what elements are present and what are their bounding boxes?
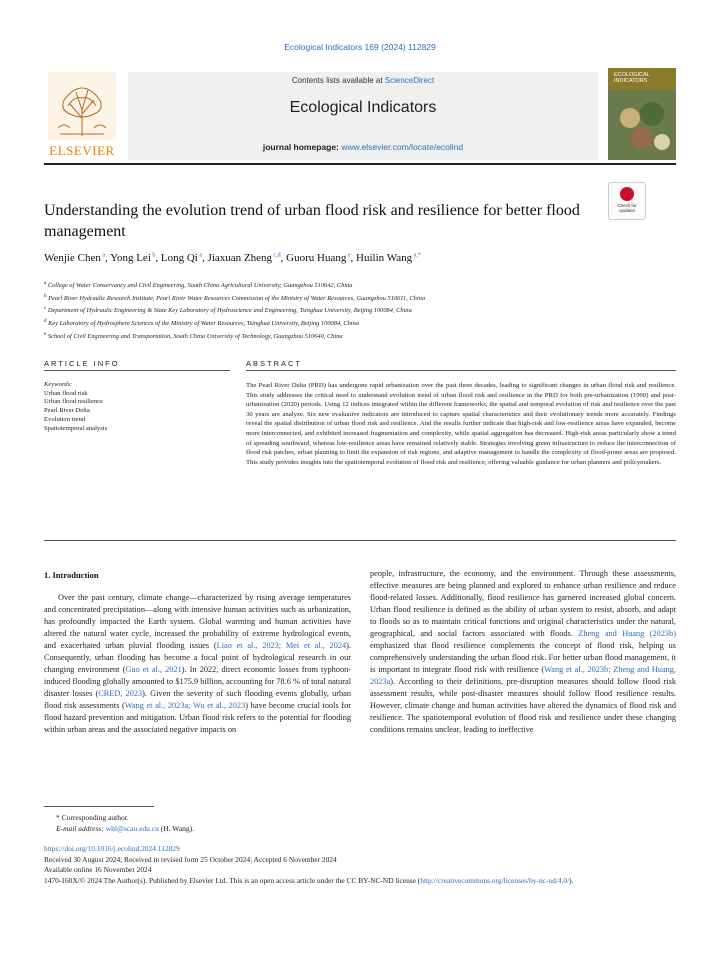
available-online-date: Available online 16 November 2024 xyxy=(44,865,152,875)
author-name: Huilin Wang xyxy=(356,252,413,264)
abstract-divider xyxy=(246,370,676,371)
introduction-left-column xyxy=(44,592,351,736)
affiliation-text: Key Laboratory of Hydrosphere Sciences of the Ministry of Water Resources, Tsinghua University, Beijing 100084, China xyxy=(46,320,359,328)
author-affiliation-mark[interactable]: e xyxy=(346,252,351,259)
keyword-item: Evolution trend xyxy=(44,415,86,423)
cover-title: ECOLOGICAL INDICATORS xyxy=(614,72,650,84)
body-text: people, infrastructure, the economy, and the environment. Through these assessments, effective measures are being planned and explored to enhance urban resilience and reduce flood-related losses. Additionally, flood resilience has garnered increased global concern. Urban flood resilience is defined as the ability of urban system to resist, absorb, and adapt to floods so as to maintain critical functions and original characteristics under the natural, geographical, and social factors associated with floods. xyxy=(370,569,676,638)
keyword-item: Urban flood risk xyxy=(44,389,88,397)
affiliation-item xyxy=(44,292,664,305)
keyword-item: Pearl River Delta xyxy=(44,407,90,415)
received-dates: Received 30 August 2024; Received in revised form 25 October 2024; Accepted 6 November 2024 xyxy=(44,854,337,864)
body-text: ). In 2022, direct economic losses from typhoon-induced flooding globally amounted to $175.9 billion, accounting for 78.6 % of total natural disaster losses ( xyxy=(44,665,352,698)
affiliation-mark: c xyxy=(44,306,47,312)
author-list: Wenjie Chen $^a$, Yong Lei $^b$, Long Qi $^a$, Jiaxuan Zheng $^{c,d}$, Guoru Huang $^e$, Huilin Wang $^{a,*}$ xyxy=(44,252,421,264)
author-name: Wenjie Chen xyxy=(44,252,101,264)
license-prefix: 1470-160X/© 2024 The Author(s). Published by Elsevier Ltd. This is an open access article under the CC BY-NC-ND license ( xyxy=(44,875,421,885)
journal-reference[interactable]: Ecological Indicators 169 (2024) 112829 xyxy=(284,42,436,52)
doi-link[interactable]: https://doi.org/10.1016/j.ecolind.2024.112829 xyxy=(44,844,180,853)
email-suffix: (H. Wang). xyxy=(158,824,194,833)
article-info-heading: ARTICLE INFO xyxy=(44,359,120,368)
affiliation-item xyxy=(44,330,664,343)
citation-link[interactable]: Guo et al., 2021 xyxy=(125,665,182,674)
contents-line xyxy=(128,76,598,85)
citation-link[interactable]: Liao et al., 2023; Mei et al., 2024 xyxy=(216,641,347,650)
author-affiliation-mark[interactable]: a xyxy=(197,252,203,259)
body-text: ). According to their definitions, pre-disruption measures should follow flood risk assessment results, while post-disaster measures should follow flood resilience results. However, climate change and human activities have altered the dynamics of flood risk and resilience. The spatiotemporal evolution of flood risk and resilience under these changing conditions remains unclear, leading to ineffective xyxy=(370,677,676,734)
sciencedirect-link[interactable]: ScienceDirect xyxy=(384,76,435,85)
body-text: ). Consequently, urban flooding has become a focal point of hydrological research in our changing environment ( xyxy=(44,641,351,674)
paper-title: Understanding the evolution trend of urban flood risk and resilience for better flood management xyxy=(44,202,580,240)
author-email-link[interactable]: whl@scau.edu.cn xyxy=(105,824,159,833)
check-for-updates-button[interactable] xyxy=(608,182,646,220)
keywords-list xyxy=(44,390,234,434)
check-updates-icon xyxy=(620,187,634,201)
affiliation-text: Department of Hydraulic Engineering & State Key Laboratory of Hydroscience and Engineering, Tsinghua University, Beijing 100084, China xyxy=(46,307,412,315)
homepage-link[interactable]: www.elsevier.com/locate/ecolind xyxy=(341,142,464,152)
license-suffix: ). xyxy=(569,875,574,885)
author-name: Long Qi xyxy=(160,252,198,264)
abstract-heading: ABSTRACT xyxy=(246,359,303,368)
author-affiliation-mark[interactable]: a xyxy=(100,252,106,259)
citation-link[interactable]: CRED, 2023 xyxy=(98,689,143,698)
author-name: Jiaxuan Zheng xyxy=(207,252,272,264)
keywords-label: Keywords: xyxy=(44,381,73,388)
body-text: emphasized that flood resilience complements the concept of flood risk, helping us comprehensively understanding the urban flood risk. For better urban flood management, it is important to integrate flood risk with resilience ( xyxy=(370,641,676,674)
author-name: Yong Lei xyxy=(110,252,151,264)
affiliation-item xyxy=(44,279,664,292)
author-affiliation-mark[interactable]: a,* xyxy=(412,252,421,259)
affiliation-text: School of Civil Engineering and Transportation, South China University of Technology, Guangzhou 510640, China xyxy=(46,333,343,340)
footnote-mark: * xyxy=(56,813,60,822)
introduction-right-column xyxy=(370,568,676,736)
cover-artwork-icon xyxy=(608,68,676,160)
introduction-heading: 1. Introduction xyxy=(44,570,99,580)
citation-link[interactable]: Zheng and Huang (2023b) xyxy=(578,629,676,638)
article-info-divider xyxy=(44,370,230,371)
affiliation-text: College of Water Conservancy and Civil Engineering, South China Agricultural University, Guangzhou 510642, China xyxy=(46,282,353,290)
abstract-text: The Pearl River Delta (PRD) has undergone rapid urbanization over the past three decades, leading to significant changes in urban flood risk and resilience. This study addresses the critical need to understand evolution trend of urban flood risk and resilience in the PRD for both pre-urbanization (1990) and post-urbanization (2020) periods. Using 12 indices integrated within the different frameworks, the spatial and temporal evolution of risk and resilience over the past 30 years are analyze. Six new evaluative indicators are introduced to capture spatial characteristics and their evolutionary trends more accurately. Findings reveal the spatial distribution of urban flood risk and resilience. And the results further indicate that high-risk and low-resilience areas have expanded, become more interconnected, and exhibited increased fragmentation and complexity, while spatial aggregation has decreased. High-risk areas particularly show a trend of spreading southward, whereas low-resilience areas have remained relatively stable. Strategies involving green infrastructure to reduce the interconnection of flood risk patches, urban planning to limit the expansion of risk regions, and adaptive management to handle the complexity of flood-prone areas are proposed. This study provides insights into the spatiotemporal evolution of flood risk and resilience, offering valuable guidance for urban planners and policymakers. xyxy=(246,382,676,466)
header-divider xyxy=(44,163,676,165)
author-affiliation-mark[interactable]: c,d xyxy=(272,252,281,259)
affiliation-text: Pearl River Hydraulic Research Institute, Pearl River Water Resources Commission of the Ministry of Water Resources, Guangzhou 510611, China xyxy=(46,294,426,302)
journal-title: Ecological Indicators xyxy=(289,99,437,116)
footnote xyxy=(56,812,356,834)
author-affiliation-mark[interactable]: b xyxy=(150,252,156,259)
affiliation-mark: b xyxy=(44,293,47,299)
license-statement xyxy=(44,876,676,887)
body-text: Over the past century, climate change—characterized by rising average temperatures and concentrated precipitation—along with intensive human activities such as urbanization, has profoundly impacted the Earth system. Global warming and human activities have altered the natural water cycle, increased the probability of extreme hydrological events, and exacerbated urban pluvial flooding issues ( xyxy=(44,593,351,650)
elsevier-wordmark: ELSEVIER xyxy=(49,143,115,158)
affiliation-mark: d xyxy=(44,319,47,325)
journal-cover-image[interactable] xyxy=(608,68,676,160)
keyword-item: Urban flood resilience xyxy=(44,398,103,406)
homepage-prefix: journal homepage: xyxy=(262,142,342,152)
check-updates-label: Check for updates xyxy=(617,203,637,213)
corresponding-author-note: Corresponding author. xyxy=(61,813,129,822)
publication-info xyxy=(44,844,676,886)
footnote-divider xyxy=(44,806,154,807)
affiliation-mark: e xyxy=(44,331,47,337)
citation-link[interactable]: Wang et al., 2023a; Wu et al., 2023 xyxy=(124,701,246,710)
email-label: E-mail address: xyxy=(56,824,106,833)
abstract-bottom-divider xyxy=(44,540,676,541)
keywords-block xyxy=(44,381,234,433)
contents-prefix: Contents lists available at xyxy=(291,76,385,85)
author-name: Guoru Huang xyxy=(286,252,347,264)
affiliation-item xyxy=(44,317,664,330)
body-text: ). Given the severity of such flooding events globally, urban flood risk assessments ( xyxy=(44,689,351,710)
affiliation-item xyxy=(44,304,664,317)
citation-link[interactable]: Wang et al., 2023b; Zheng and Huang, 2023a xyxy=(370,665,676,686)
body-text: ) have become crucial tools for flood hazard prevention and mitigation. Urban flood risk refers to the potential for flooding within urban areas and the associated negative impacts on xyxy=(44,701,351,734)
affiliation-list xyxy=(44,279,664,343)
journal-homepage-line xyxy=(128,142,598,152)
affiliation-mark: a xyxy=(44,281,47,286)
license-link[interactable]: http://creativecommons.org/licenses/by-nc-nd/4.0/ xyxy=(420,875,570,885)
keyword-item: Spatiotemporal analysis xyxy=(44,424,108,432)
